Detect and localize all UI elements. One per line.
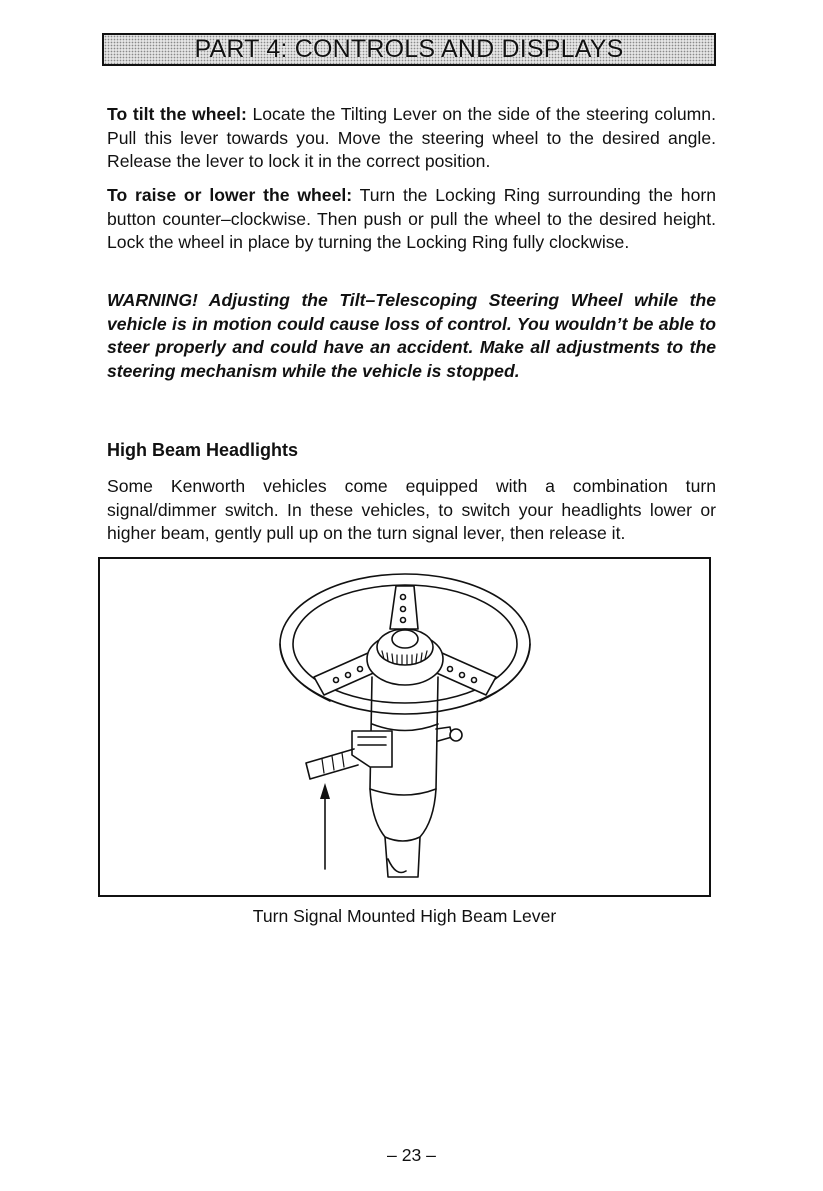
high-beam-heading: High Beam Headlights: [107, 440, 299, 460]
horn-button: [392, 630, 418, 648]
steering-column: [370, 677, 438, 877]
steering-wheel-illustration: [100, 559, 713, 899]
raise-wheel-paragraph: [107, 184, 716, 255]
raise-wheel-text: Turn the Locking Ring surrounding the horn button counter–clockwise. Then push or pull the wheel to the desired height. Lock the wheel in place by turning the Locking Ring fully clockwise.: [107, 185, 716, 252]
figure-frame: [98, 557, 711, 897]
tilt-wheel-text: Locate the Tilting Lever on the side of the steering column. Pull this lever towards you. Move the steering wheel to the desired angle. Release the lever to lock it in the correct position.: [107, 104, 716, 171]
warning-paragraph: WARNING! Adjusting the Tilt–Telescoping Steering Wheel while the vehicle is in motion could cause loss of control. You wouldn’t be able to steer properly and could have an accident. Make all adjustments to the steering mechanism while the vehicle is stopped.: [107, 290, 716, 381]
figure-caption: Turn Signal Mounted High Beam Lever: [252, 906, 557, 926]
tilt-wheel-lead: To tilt the wheel:: [107, 104, 247, 124]
section-header: [102, 33, 716, 66]
page-number: – 23 –: [387, 1145, 436, 1165]
pointer-arrow-head: [320, 783, 330, 799]
raise-wheel-lead: To raise or lower the wheel:: [107, 185, 353, 205]
turn-signal-lever: [306, 749, 358, 779]
section-title: PART 4: CONTROLS AND DISPLAYS: [194, 35, 624, 63]
tilt-wheel-paragraph: [107, 103, 716, 174]
high-beam-paragraph: Some Kenworth vehicles come equipped with a combination turn signal/dimmer switch. In these vehicles, to switch your headlights lower or higher beam, gently pull up on the turn signal lever, then release it.: [107, 476, 716, 543]
